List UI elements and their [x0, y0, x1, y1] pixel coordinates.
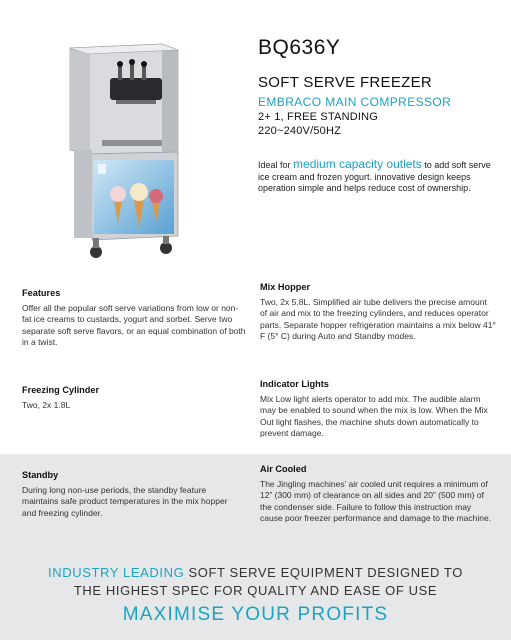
- feature-title: Standby: [22, 470, 59, 480]
- tagline-line-1: [0, 565, 511, 580]
- feature-text: Two, 2x 1.8L: [22, 399, 71, 410]
- feature-air-cooled: [260, 464, 496, 525]
- model-number: BQ636Y: [258, 36, 341, 59]
- intro-paragraph: [258, 159, 498, 195]
- feature-title: Air Cooled: [260, 464, 307, 474]
- soft-serve-machine-image: [62, 40, 200, 266]
- compressor-label: EMBRACO MAIN COMPRESSOR: [258, 95, 452, 109]
- feature-title: Freezing Cylinder: [22, 385, 100, 395]
- feature-features: [22, 288, 248, 349]
- slogan: MAXIMISE YOUR PROFITS: [122, 604, 389, 625]
- feature-title: Features: [22, 288, 61, 298]
- feature-text: Two, 2x 5.8L. Simplified air tube delivers the precise amount of air and mix to the freezing cylinders, and reduces operator parts. Separate hopper refrigeration maintains a mix below 41° F (5° C) during Auto and Standby modes.: [260, 296, 496, 341]
- feature-text: Offer all the popular soft serve variations from low or non- fat ice creams to custards, yogurt and sorbet. Serve two separate soft serve flavors, or an equal combination of both in a twist.: [22, 302, 246, 347]
- feature-text: Mix Low light alerts operator to add mix. The audible alarm may be enabled to sound when the mix is low. When the Mix Out light flashes, the machine shuts down automatically to prevent damage.: [260, 393, 488, 438]
- feature-title: Indicator Lights: [260, 379, 329, 389]
- config-line: 2+ 1, FREE STANDING: [258, 111, 379, 123]
- feature-standby: [22, 470, 236, 519]
- product-header: [258, 36, 503, 195]
- intro-suffix: to add soft serve ice cream and frozen yogurt. innovative design keeps operation simple and helps reduce cost of ownership.: [258, 160, 491, 193]
- feature-freezing-cylinder: [22, 385, 248, 411]
- feature-title: Mix Hopper: [260, 282, 311, 292]
- intro-prefix: Ideal for: [258, 160, 294, 170]
- feature-text: The Jingling machines’ air cooled unit requires a minimum of 12” (300 mm) of clearance on all sides and 20” (500 mm) of the condenser side. Failure to follow this instruction may cause poor freezer performance and damage to the machine.: [260, 478, 492, 523]
- feature-mix-hopper: [260, 282, 496, 343]
- intro-highlight: medium capacity outlets: [293, 157, 422, 171]
- tagline-line-2: THE HIGHEST SPEC FOR QUALITY AND EASE OF USE: [73, 583, 438, 598]
- feature-text: During long non-use periods, the standby feature maintains safe product temperatures in the mix hopper and freezing cylinder.: [22, 484, 228, 518]
- product-title: SOFT SERVE FREEZER: [258, 74, 433, 91]
- voltage-line: 220~240V/50HZ: [258, 125, 342, 137]
- feature-indicator-lights: [260, 379, 496, 440]
- tagline-highlight: INDUSTRY LEADING: [48, 565, 185, 580]
- tagline-rest: SOFT SERVE EQUIPMENT DESIGNED TO: [184, 565, 463, 580]
